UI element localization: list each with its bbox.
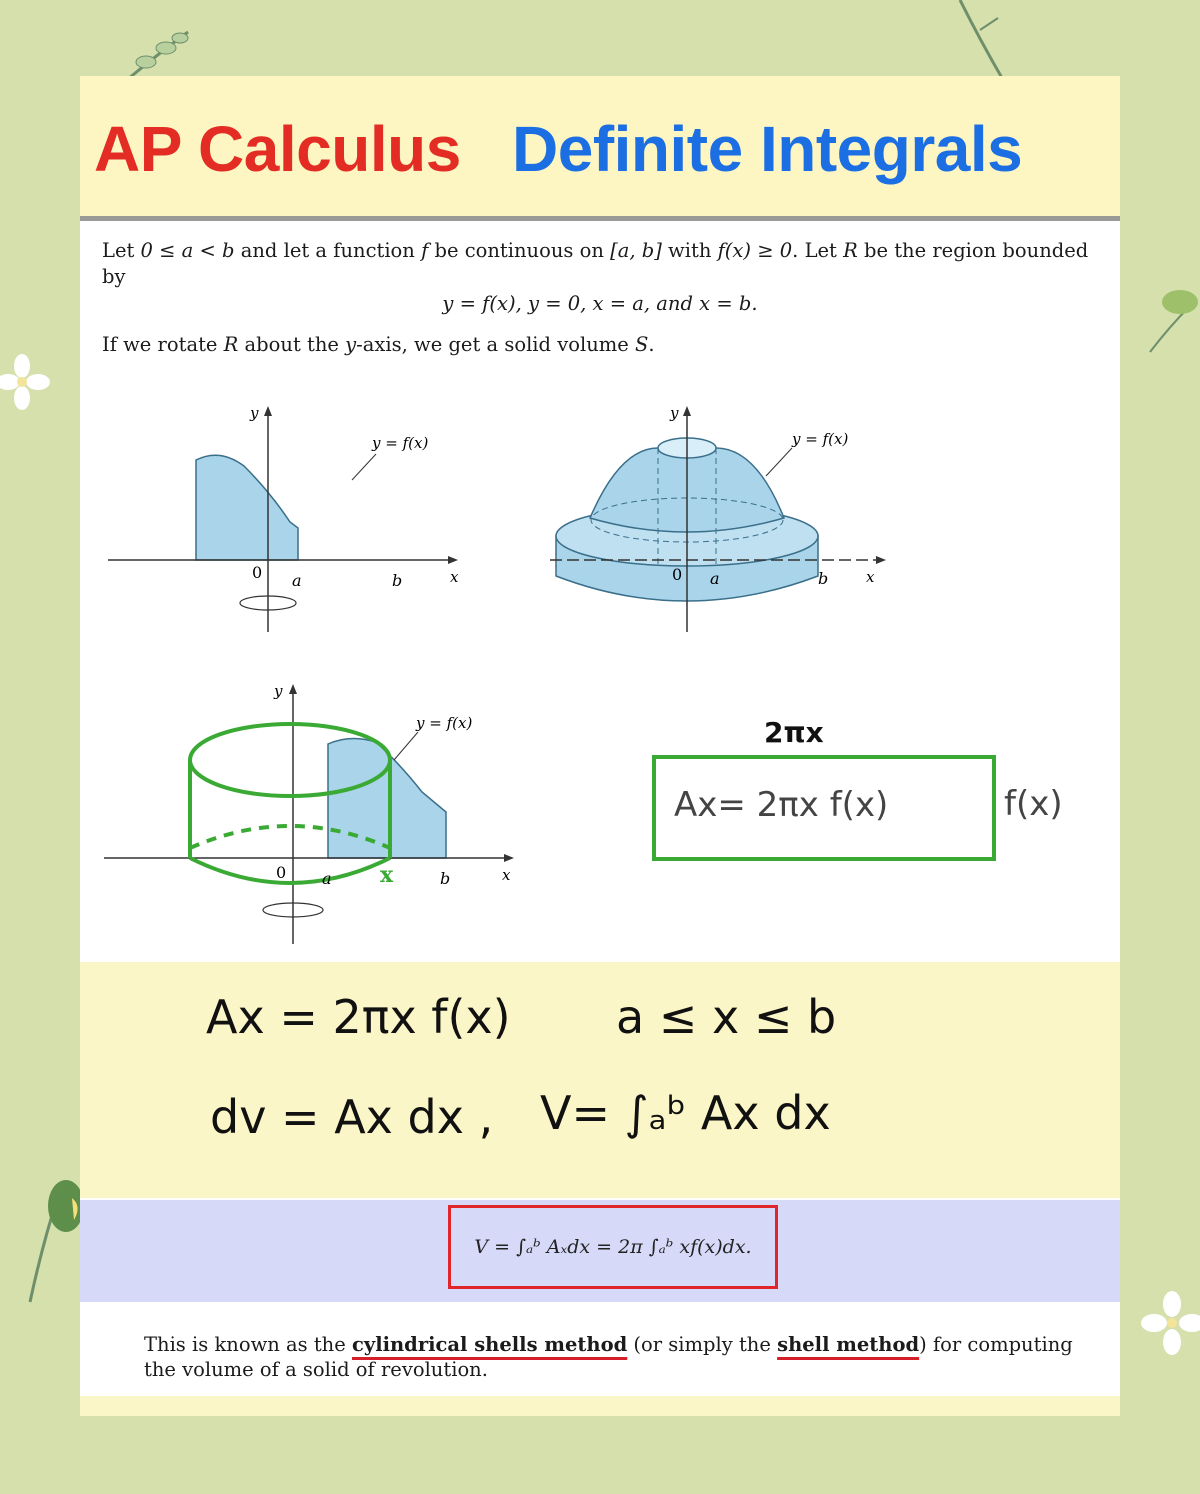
- shaded-region: [328, 738, 446, 858]
- origin-label: 0: [252, 563, 263, 582]
- solid-figure: [540, 396, 900, 716]
- header: [80, 76, 1120, 221]
- y-axis-label: y: [250, 404, 259, 422]
- y-axis-label: y: [274, 682, 283, 700]
- x-axis-label: x: [502, 866, 511, 884]
- volume-integral: V= ∫ₐᵇ Ax dx: [540, 1086, 831, 1140]
- flower-icon: [0, 352, 56, 412]
- leaf-sprig-icon: [118, 24, 198, 84]
- origin-label: 0: [672, 565, 683, 584]
- circumference-note: 2πx: [764, 716, 824, 749]
- conclusion-paragraph: This is known as the cylindrical shells method (or simply the shell method) for computing the volume of a solid of revolution.: [144, 1333, 1073, 1381]
- leaf-icon: [1140, 276, 1200, 356]
- a-label: a: [322, 869, 332, 888]
- b-label: b: [440, 869, 451, 888]
- y-axis-label: y: [670, 404, 679, 422]
- curve-label: y = f(x): [792, 430, 849, 448]
- intro-paragraph: Let 0 ≤ a < b and let a function f be continuous on [a, b] with f(x) ≥ 0. Let R be the region bounded by: [102, 239, 1089, 288]
- a-label: a: [292, 571, 302, 590]
- title-definite-integrals: Definite Integrals: [512, 113, 1023, 185]
- volume-element: dv = Ax dx ,: [210, 1090, 494, 1144]
- shell-method-term: shell method: [777, 1333, 920, 1356]
- worksheet-card: [80, 76, 1120, 1416]
- area-box: [652, 755, 996, 861]
- shaded-region: [196, 455, 298, 560]
- curve-label: y = f(x): [416, 714, 473, 732]
- region-figure: [100, 396, 480, 636]
- rotation-sentence: If we rotate R about the y-axis, we get a solid volume S.: [102, 333, 655, 356]
- card-footer-strip: [80, 1396, 1120, 1416]
- shell-volume-formula: V = ∫ₐᵇ Aₓdx = 2π ∫ₐᵇ xf(x)dx.: [448, 1205, 778, 1289]
- b-label: b: [392, 571, 403, 590]
- curve-label: y = f(x): [372, 434, 429, 452]
- shell-figure: [100, 672, 560, 952]
- a-label: a: [710, 569, 720, 588]
- height-note: f(x): [1004, 784, 1063, 824]
- cylindrical-shells-term: cylindrical shells method: [351, 1333, 628, 1356]
- title-ap-calculus: AP Calculus: [94, 113, 461, 185]
- flower-icon: [1140, 1290, 1200, 1360]
- origin-label: 0: [276, 863, 287, 882]
- area-formula: Ax= 2πx f(x): [674, 785, 889, 825]
- b-label: b: [818, 569, 829, 588]
- bell-flower-icon: [22, 1176, 82, 1306]
- marker-x-label: x: [380, 862, 394, 888]
- bounds-inequality: a ≤ x ≤ b: [616, 990, 837, 1044]
- x-axis-label: x: [450, 568, 459, 586]
- area-equation: Ax = 2πx f(x): [206, 990, 511, 1044]
- boundary-equations: y = f(x), y = 0, x = a, and x = b.: [442, 292, 758, 315]
- branch-icon: [940, 0, 1020, 80]
- notes-band: [80, 962, 1120, 1198]
- x-axis-label: x: [866, 568, 875, 586]
